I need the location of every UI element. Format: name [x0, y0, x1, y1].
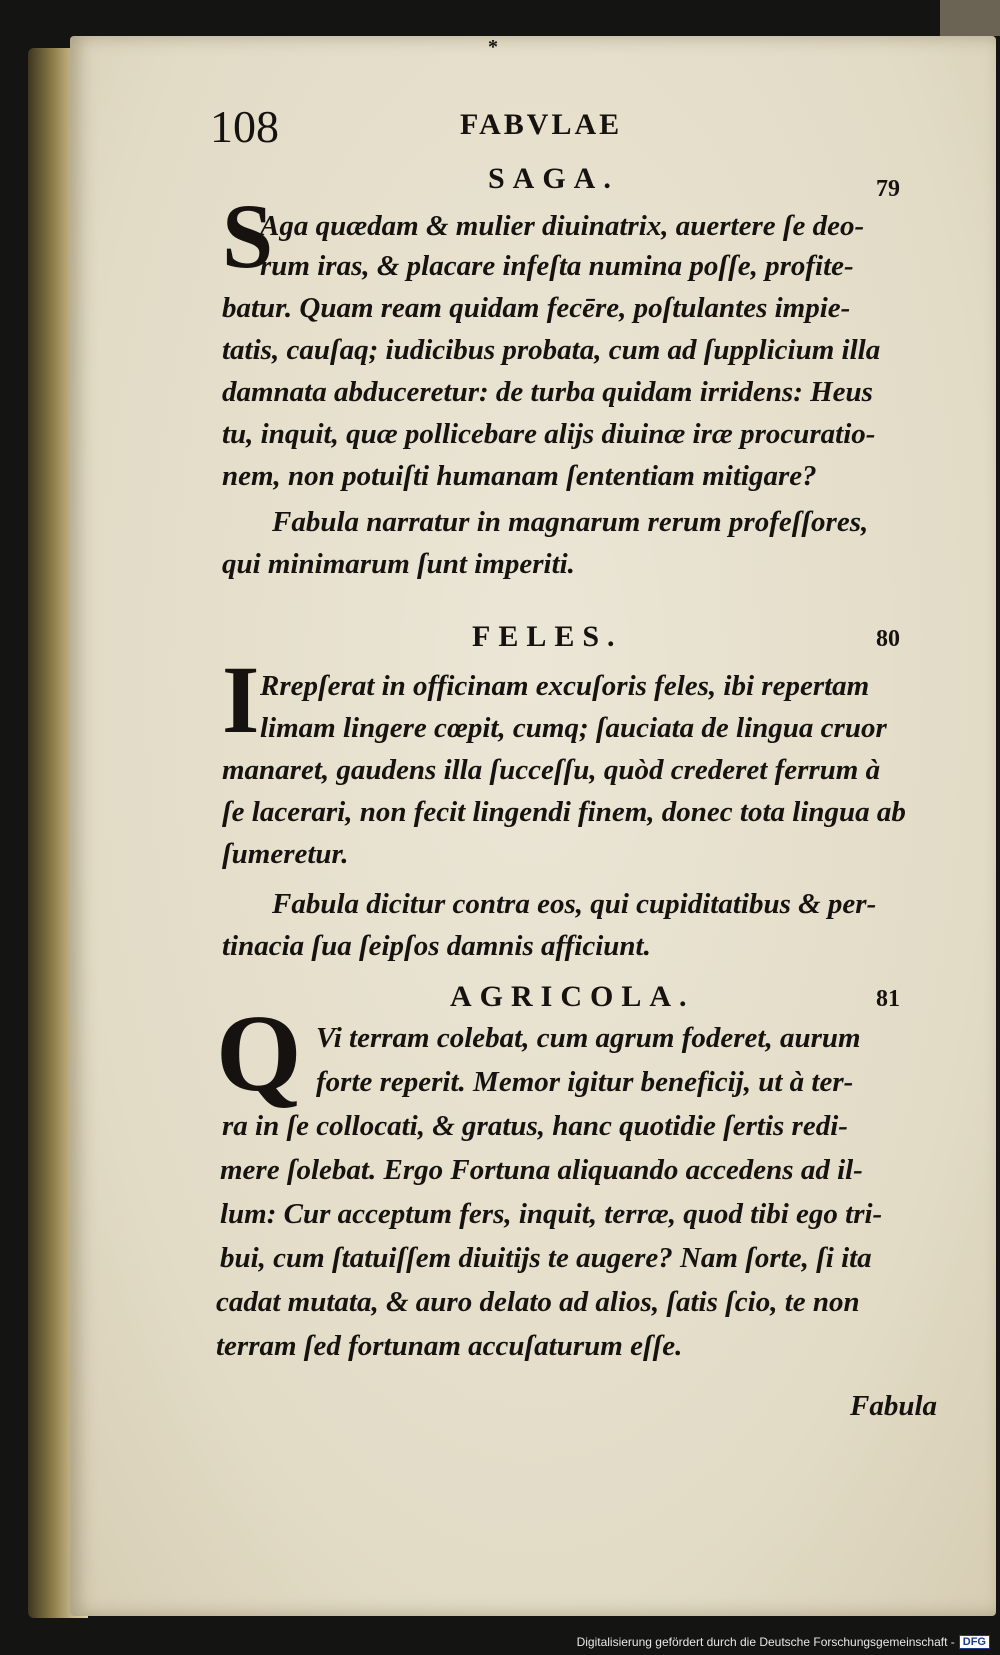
dfg-logo: DFG — [959, 1635, 990, 1649]
text-line: Aga quædam & mulier diuinatrix, auertere ſe deo- — [260, 210, 865, 242]
text-line: tu, inquit, quæ pollicebare alijs diuinæ iræ procuratio- — [222, 418, 876, 450]
text-line: limam lingere cœpit, cumq; ſauciata de lingua cruor — [260, 712, 887, 744]
text-line: lum: Cur acceptum fers, inquit, terræ, quod tibi ego tri- — [220, 1198, 883, 1230]
text-line: terram ſed fortunam accuſaturum eſſe. — [216, 1330, 683, 1362]
text-line: batur. Quam ream quidam fecēre, poſtulantes impie- — [222, 292, 851, 324]
running-head: FABVLAE — [460, 108, 623, 141]
text-line: cadat mutata, & auro delato ad alios, ſatis ſcio, te non — [216, 1286, 860, 1318]
text-line: ſe lacerari, non fecit lingendi finem, donec tota lingua ab — [222, 796, 906, 828]
fable-title-saga: SAGA. — [488, 162, 619, 195]
initial-letter-i: I — [222, 646, 260, 753]
text-line: manaret, gaudens illa ſucceſſu, quòd crederet ferrum à — [222, 754, 881, 786]
fable-number-81: 81 — [876, 986, 900, 1012]
fable-title-feles: FELES. — [472, 620, 623, 653]
star-mark: * — [488, 36, 498, 58]
fable-number-80: 80 — [876, 626, 900, 652]
moral-line: qui minimarum ſunt imperiti. — [222, 548, 575, 580]
text-line: bui, cum ſtatuiſſem diuitijs te augere? Nam ſorte, ſi ita — [220, 1242, 872, 1274]
fable-title-agricola: AGRICOLA. — [450, 980, 695, 1013]
digitization-credit — [577, 1635, 990, 1649]
page-corner-background — [940, 0, 1000, 36]
text-line: mere ſolebat. Ergo Fortuna aliquando accedens ad il- — [220, 1154, 863, 1186]
moral-line: Fabula narratur in magnarum rerum profeſſores, — [272, 506, 869, 538]
text-line: ra in ſe collocati, & gratus, hanc quotidie ſertis redi- — [222, 1110, 848, 1142]
text-line: nem, non potuiſti humanam ſententiam mitigare? — [222, 460, 817, 492]
fable-number-79: 79 — [876, 176, 900, 202]
text-line: Vi terram colebat, cum agrum foderet, aurum — [316, 1022, 861, 1054]
credit-text: Digitalisierung gefördert durch die Deutsche Forschungsgemeinschaft - — [576, 1635, 955, 1649]
catchword: Fabula — [850, 1390, 938, 1422]
moral-line: tinacia ſua ſeipſos damnis afficiunt. — [222, 930, 651, 962]
text-line: tatis, cauſaq; iudicibus probata, cum ad ſupplicium illa — [222, 334, 881, 366]
text-line: ſumeretur. — [222, 838, 349, 870]
text-line: rum iras, & placare infeſta numina poſſe, profite- — [260, 250, 854, 282]
initial-letter-s: S — [222, 185, 274, 287]
text-line: damnata abduceretur: de turba quidam irridens: Heus — [222, 376, 873, 408]
page-number: 108 — [210, 101, 279, 152]
book-page — [70, 36, 996, 1616]
text-line: forte reperit. Memor igitur beneficij, ut à ter- — [316, 1066, 854, 1098]
text-line: Rrepſerat in officinam excuſoris feles, ibi repertam — [260, 670, 870, 702]
initial-letter-q: Q — [216, 992, 302, 1114]
moral-line: Fabula dicitur contra eos, qui cupiditatibus & per- — [272, 888, 877, 920]
